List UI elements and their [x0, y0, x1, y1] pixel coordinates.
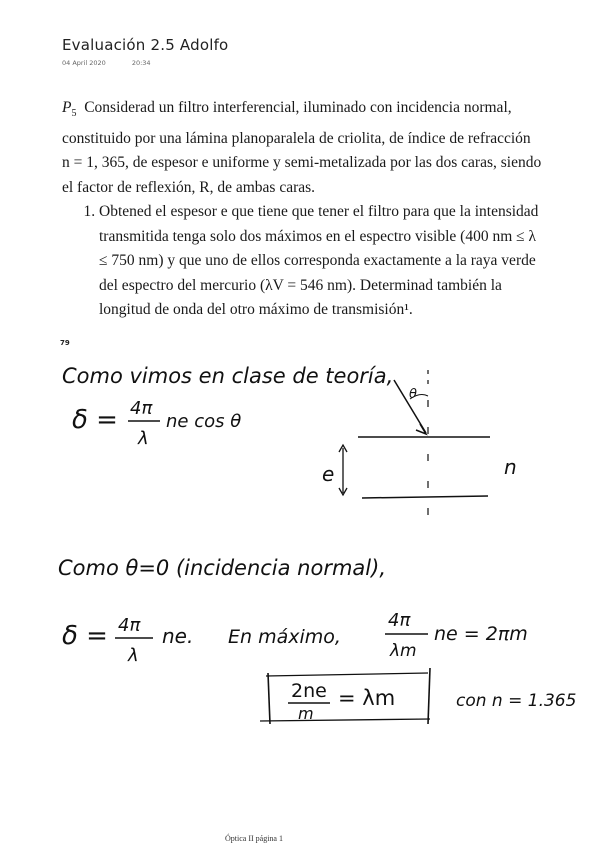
hw-theta: θ	[409, 387, 417, 402]
hw-eq1-den: λ	[138, 428, 149, 449]
hw-eq1-lhs: δ =	[72, 405, 118, 435]
hw-eq1-rest: ne cos θ	[166, 411, 242, 432]
problem-label: $P_5$	[62, 99, 77, 120]
hw-con-n: con n = 1.365	[456, 691, 577, 711]
hw-n-label: n	[504, 455, 517, 479]
hw-eq1-num: 4π	[130, 398, 153, 419]
hw-boxed-den: m	[298, 704, 314, 723]
slab-bottom-surface	[362, 496, 488, 498]
hw-e-label: e	[322, 462, 335, 486]
hw-eq3-num: 4π	[388, 610, 411, 631]
page-number: 79	[60, 339, 70, 347]
hw-boxed-rhs: = λm	[338, 686, 396, 710]
page-footer	[0, 834, 600, 843]
problem-item: 1. Obtened el espesor e que tiene que tener el filtro para que la intensidad transmitida tenga solo dos máximos en el espectro visible (400 nm ≤ λ ≤ 750 nm) y que uno de ellos corresponda exactamente a la raya verde del espectro del mercurio (λV = 546 nm). Determinad también la longitud de onda del otro máximo de transmisión¹.	[99, 200, 542, 323]
note-title: Evaluación 2.5 Adolfo	[62, 36, 229, 54]
hw-eq2-rest: ne.	[162, 624, 194, 648]
hw-line-1: Como vimos en clase de teoría,	[62, 364, 394, 388]
hw-line-2: Como θ=0 (incidencia normal),	[58, 556, 386, 580]
hw-eq3-rest: ne = 2πm	[434, 623, 528, 645]
hw-eq3-den: λm	[390, 641, 417, 661]
hw-eq2-den: λ	[128, 645, 139, 666]
problem-text: Considerad un filtro interferencial, iluminado con incidencia normal, constituido por una lámina planoparalela de criolita, de índice de refracción n = 1, 365, de espesor e uniforme y semi-metalizada por las dos caras, siendo el factor de reflexión, R, de ambas caras.	[62, 99, 542, 196]
hw-eq2-text: En máximo,	[228, 626, 341, 648]
note-time: 20:34	[131, 59, 151, 67]
hw-eq2-lhs: δ =	[62, 621, 108, 651]
hw-eq2-num: 4π	[118, 615, 141, 636]
hw-boxed-num: 2ne	[291, 680, 327, 702]
note-date: 04 April 2020	[62, 59, 106, 67]
footer-text: Óptica II página 1	[225, 834, 283, 843]
